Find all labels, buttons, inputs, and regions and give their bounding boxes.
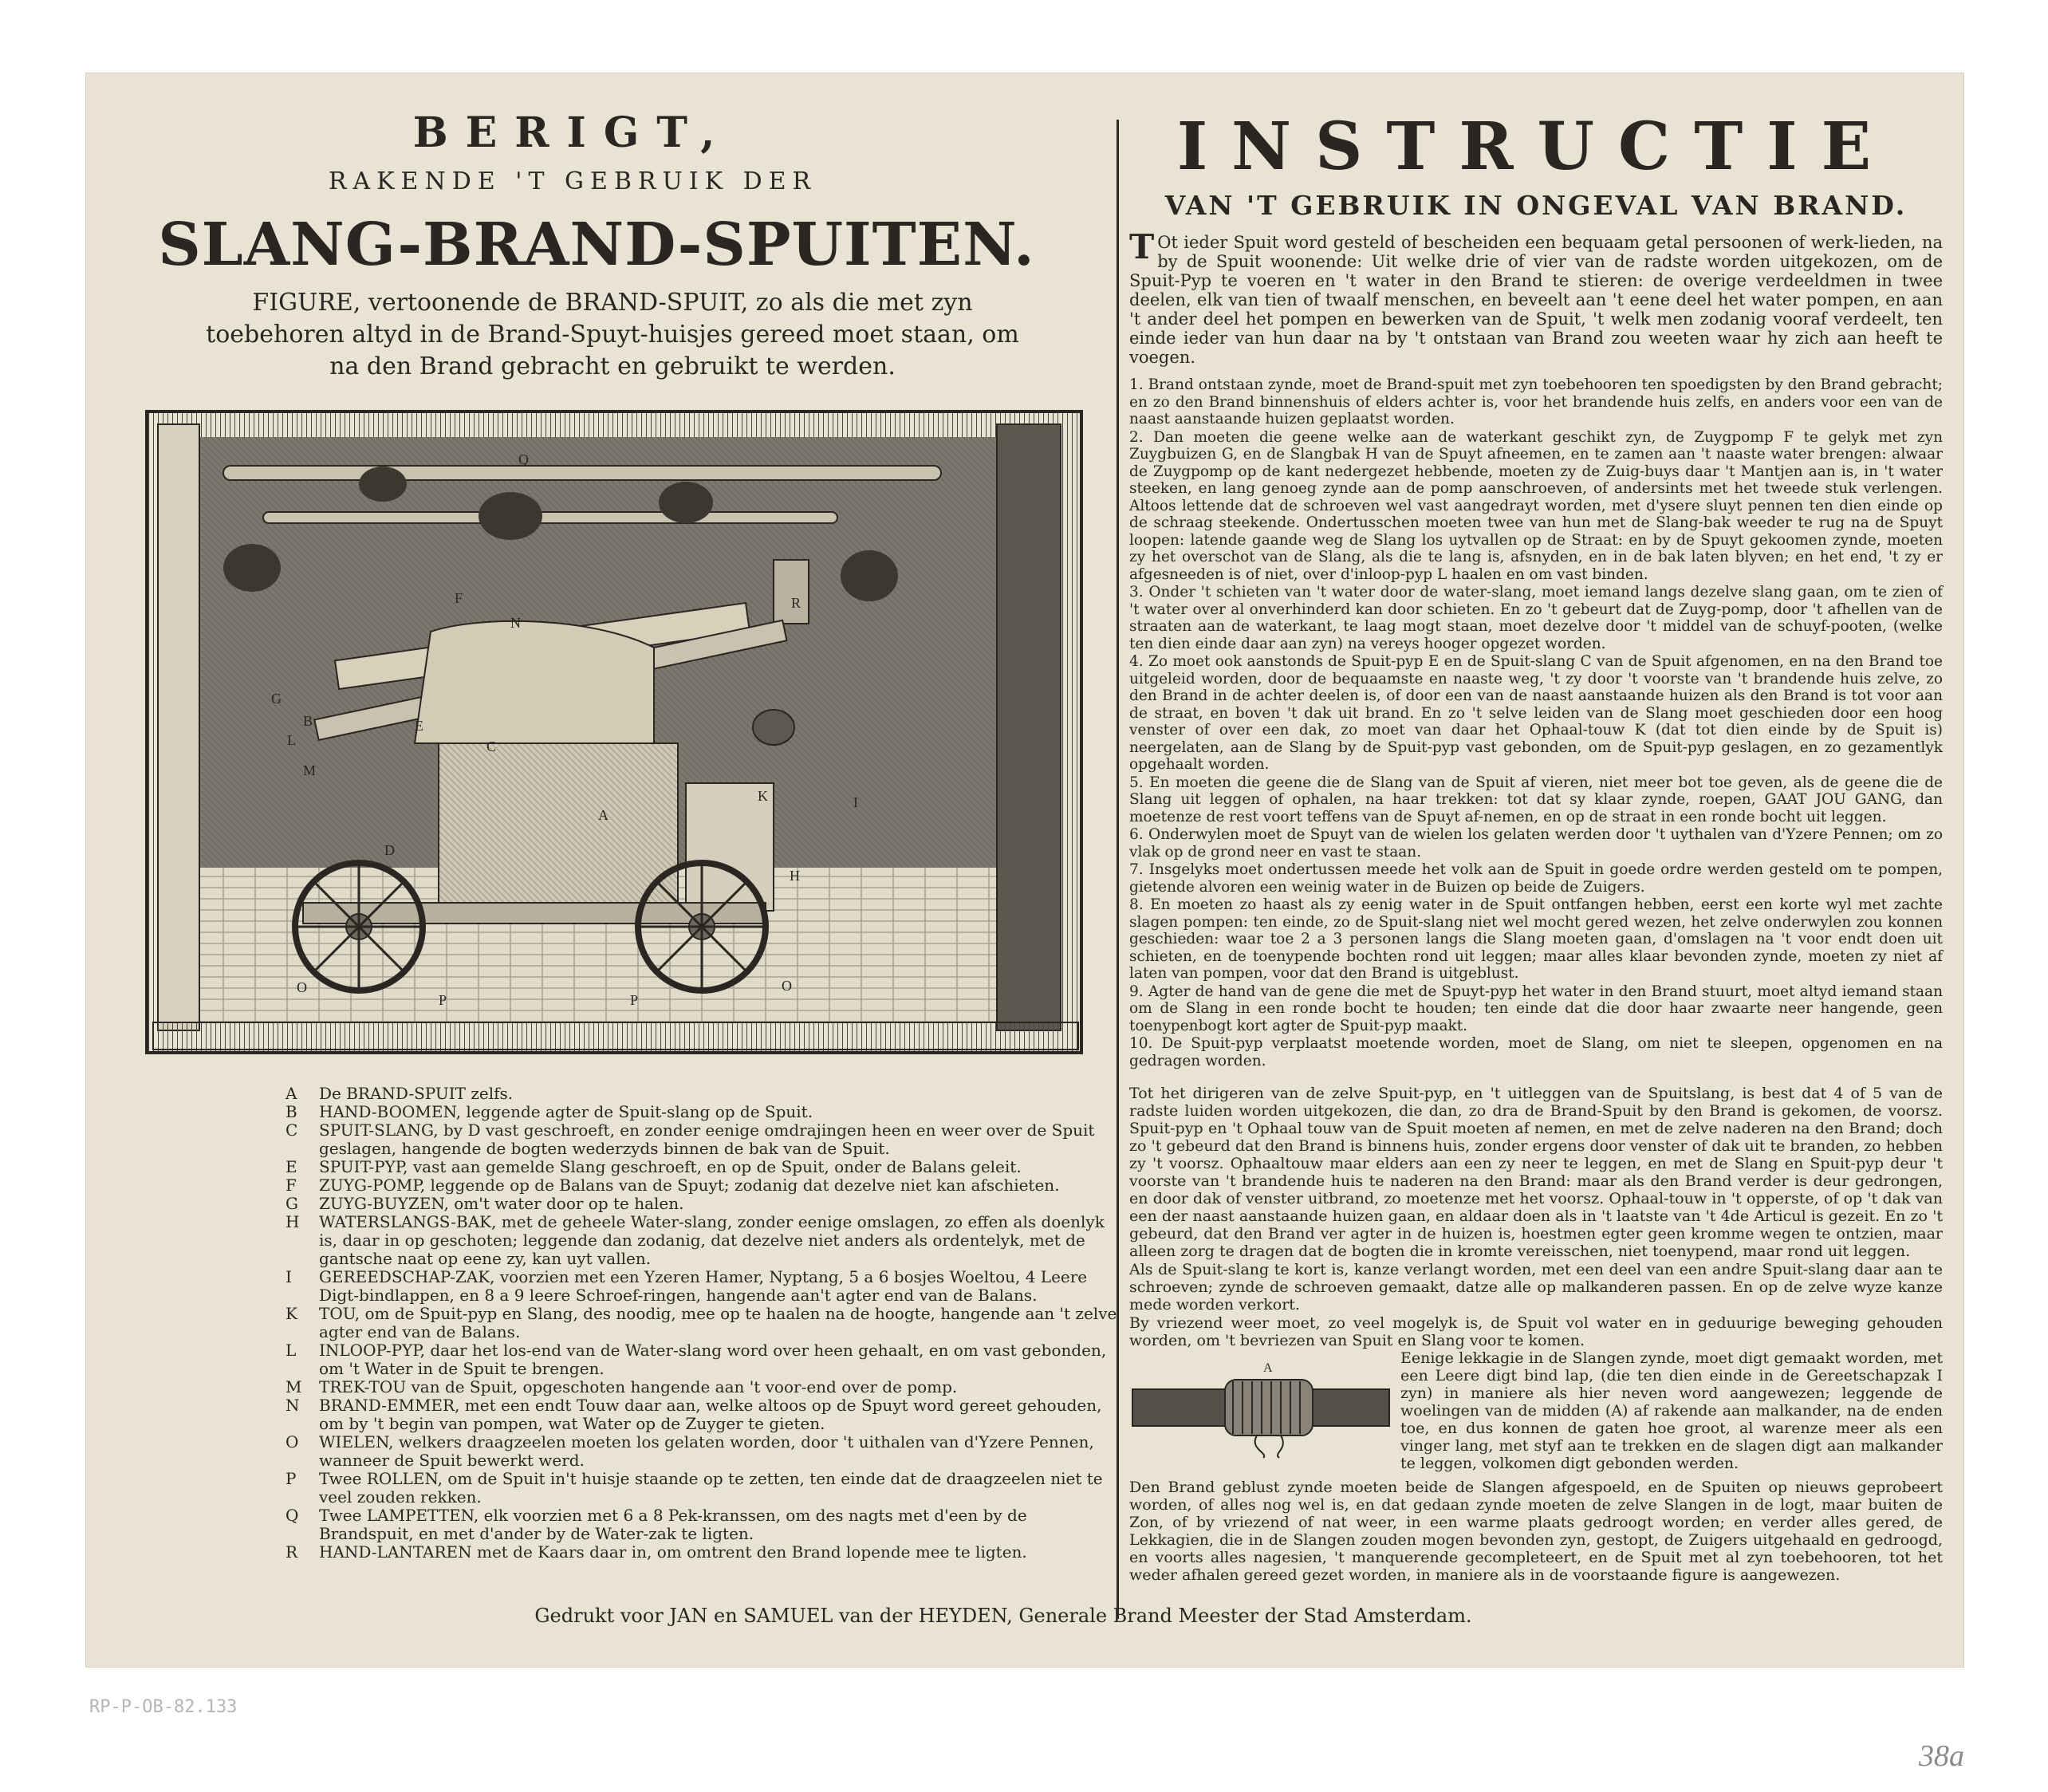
title-instructie: INSTRUCTIE [1176,108,1896,185]
legend-key: N [286,1396,300,1415]
figure-caption: FIGURE, vertoonende de BRAND-SPUIT, zo als die met zyn toebehoren altyd in de Brand-Spuyt-huisjes gereed moet staan, om na den Brand gebracht en gebruikt te werden. [206,289,1019,380]
legend-row [286,1378,1123,1396]
intro-paragraph [1129,227,1943,367]
left-column [86,73,1117,1667]
legend-text: HAND-BOOMEN, leggende agter de Spuit-slang op de Spuit. [319,1102,813,1121]
instruction-item: 1. Brand ontstaan zynde, moet de Brand-spuit met zyn toebehooren ten spoedigsten by den Brand gebracht; en zo den Brand binnenshuis of elders achter is, voor het brandende huis zelfs, en anders voor een van de naast aanstaande huizen geplaatst worden. [1129,376,1943,427]
legend-key: H [286,1212,300,1231]
legend-row [286,1470,1123,1506]
legend-key: L [286,1341,297,1360]
figure-letter: M [303,762,317,778]
right-jamb [997,424,1061,1030]
figure-letter: E [415,718,423,734]
figure-letter: L [287,732,296,748]
hose-binding-figure [1129,1357,1392,1461]
intro-text: Ot ieder Spuit word gesteld of bescheiden een bequaam getal persoonen of werk-lieden, na by de Spuit woonende: Uit welke drie of vier van de radste worden uitgekozen, om de Spuit-Pyp te voeren en 't water in den Brand te stieren: de overige verdeeldmen in twee deelen, elk van tien of twaalf menschen, en beveelt aan 't eene deel het water pompen, en aan 't ander deel het pompen en bewerken van de Spuit, 't welk men zodanig vooraf verdeelt, ten einde ieder van hun daar na by 't ontstaan van Brand zou weeten waar hy zich aan heeft te voegen. [1129,233,1943,367]
legend-row [286,1433,1123,1470]
title-main: SLANG-BRAND-SPUITEN. [158,211,1035,279]
legend-text: ZUYG-BUYZEN, om't water door op te halen. [319,1194,684,1213]
figure-letter: Q [518,451,529,467]
subtitle-van: VAN 'T GEBRUIK IN ONGEVAL VAN BRAND. [1164,190,1908,221]
legend-row [286,1195,1123,1213]
legend-text: WIELEN, welkers draagzeelen moeten los gelaten worden, door 't uithalen van d'Yzere Pennen, wanneer de Spuit bewerkt werd. [319,1432,1094,1470]
pitch-wreath [841,550,898,601]
pitch-wreath [223,544,281,592]
figure-letter: N [510,615,521,631]
figure-letter: G [271,691,282,707]
inventory-number: RP-P-OB-82.133 [89,1697,238,1717]
legend-row [286,1506,1123,1543]
legend-key: B [286,1102,297,1121]
left-jamb [158,424,199,1030]
legend-row [286,1176,1123,1195]
handwritten-number: 38a [1919,1739,1964,1773]
pitch-wreath [659,482,713,523]
legend-text: SPUIT-SLANG, by D vast geschroeft, en zonder eenige omdrajingen heen en weer over de Spuit geslagen, hangende de bogten wederzyds binnen de bak van de Spuit. [319,1120,1095,1158]
legend-text: De BRAND-SPUIT zelfs. [319,1084,514,1103]
instruction-item: 9. Agter de hand van de gene die met de Spuyt-pyp het water in den Brand stuurt, moet altyd iemand staan om de Slang in een ronde bocht te houden; ten einde dat die door haar zwaarte neer hangende, geen toenypenbogt kort agter de Spuit-pyp maakt. [1129,983,1943,1034]
drop-initial: T [1129,227,1155,266]
binding-label: A [1263,1361,1273,1375]
instruction-item: 6. Onderwylen moet de Spuyt van de wielen los gelaten werden door 't uythalen van d'Yzere Pennen; om zo vlak op de grond neer en vast te staan. [1129,826,1943,861]
legend-row [286,1103,1123,1121]
legend-row [286,1121,1123,1158]
fire-engine-engraving [144,408,1085,1056]
legend-key: P [286,1469,297,1488]
legend-key: C [286,1120,298,1140]
figure-letter: D [384,842,395,858]
hanging-rod [223,466,941,480]
closing-paragraph: Den Brand geblust zynde moeten beide de Slangen afgespoeld, en de Spuiten op nieuws geprobeert worden, of alles nog wel is, en dat gedaan zynde moeten de zelve Slangen in de logt, maar buiten de Zon, of by vriezend of nat weer, in een warme plaats gedroogt worden; en verder alles gered, de Lekkagien, die in de Slangen zouden mogen bevonden zyn, gestopt, de Zuigers uitgehaald en gedroogd, en voorts alles nagesien, 't manquerende gecompleteert, en de Spuit met al zyn toebehooren, tot het weder afhalen gereed gezet worden, in maniere als in de voorstaande figure is aangewezen. [1129,1479,1943,1584]
legend-key: F [286,1176,297,1195]
legend-row [286,1158,1123,1176]
instruction-item: 3. Onder 't schieten van 't water door de water-slang, moet iemand langs dezelve slang gaan, om te zien of 't water over al onverhinderd kan door schieten. En zo 't gebeurt dat de Zuyg-pomp, door 't afhellen van de straaten aan de waterkant, te laag mogt staan, moet dezelve door 't middel van de schuyf-pooten, (welke ten dien einde daar aan zyn) na vereys hooger opgezet worden. [1129,584,1943,652]
legend-text: ZUYG-POMP, leggende op de Balans van de Spuyt; zodanig dat dezelve niet kan afschieten. [319,1176,1060,1195]
figure-legend [286,1085,1123,1562]
legend-text: SPUIT-PYP, vast aan gemelde Slang geschroeft, en op de Spuit, onder de Balans geleit. [319,1157,1022,1176]
legend-text: WATERSLANGS-BAK, met de geheele Water-slang, zonder eenige omslagen, zo effen als doenlyk is, daar in op geschoten; leggende dan zodanig, dat dezelve niet anders als ordentelyk, met de gantsche naat op eene zy, kan uyt vallen. [319,1212,1105,1268]
instruction-item: 4. Zo moet ook aanstonds de Spuit-pyp E en de Spuit-slang C van de Spuit afgenomen, en na den Brand toe uitgeleid worden, door de bequaamste en naaste weg, 't zy door 't voorste van 't brandende huis zelve, zo den Brand in de achter deelen is, of door een van de naast aanstaande huizen als den Brand is tot voor aan de straat, en boven 't dak uit brand. En zo 't selve leiden van de Slang moet geschieden door een hoog venster of over een dak, zo moet van daar het Ophaal-touw K (dat tot dien einde by de Spuit is) neergelaten, aan de Slang by de Spuit-pyp vast gebonden, om de Spuit-pyp geslagen, en zo gezamentlyk opgehaalt worden. [1129,653,1943,773]
title-rakende: RAKENDE 'T GEBRUIK DER [328,167,817,195]
legend-text: GEREEDSCHAP-ZAK, voorzien met een Yzeren Hamer, Nyptang, 5 a 6 bosjes Woeltou, 4 Leere Digt-bindlappen, en 8 a 9 leere Schroef-ringen, hangende aan't agter end van de Balans. [319,1267,1088,1305]
right-column [1107,73,1963,1667]
printer-imprint: Gedrukt voor JAN en SAMUEL van der HEYDEN, Generale Brand Meester der Stad Amsterdam. [534,1605,1472,1627]
legend-text: HAND-LANTAREN met de Kaars daar in, om omtrent den Brand lopende mee te ligten. [319,1542,1027,1562]
instruction-item: 10. De Spuit-pyp verplaatst moetende worden, moet de Slang, om niet te sleepen, opgenomen en na gedragen worden. [1129,1035,1943,1069]
figure-letter: P [439,992,447,1008]
legend-text: BRAND-EMMER, met een endt Touw daar aan, welke altoos op de Spuyt word gereet gehouden, om by 't begin van pompen, wat Water op de Zuyger te gieten. [319,1396,1102,1433]
legend-key: R [286,1542,298,1562]
hand-lantern [774,560,809,624]
legend-key: E [286,1157,297,1176]
figure-letter: I [853,794,858,810]
figure-letter: O [297,979,307,995]
figure-letter: P [630,992,639,1008]
legend-key: O [286,1432,299,1451]
pitch-wreath [359,467,407,502]
lower-rod [263,512,837,523]
figure-letter: C [486,738,497,754]
pitch-wreath [479,492,542,540]
legend-text: TOU, om de Spuit-pyp en Slang, des noodig, mee op te haalen na de hoogte, hangende aan 't zelve agter end van de Balans. [319,1304,1117,1341]
direction-paragraph: Als de Spuit-slang te kort is, kanze verlangt worden, met een deel van een andre Spuit-slang daar aan te schroeven; zynde de schroeven gemaakt, datze alle op malkanderen passen. En op de zelve wyze kanze mede worden verkort. [1129,1261,1943,1313]
figure-letter: A [598,807,608,823]
figure-letter: F [455,590,463,606]
legend-text: INLOOP-PYP, daar het los-end van de Water-slang word over heen gehaalt, en om vast gebonden, om 't Water in de Spuit te brengen. [319,1341,1107,1378]
legend-row [286,1085,1123,1103]
figure-letter: B [303,713,313,729]
figure-letter: K [758,788,768,804]
legend-key: Q [286,1506,299,1525]
print-sheet [86,73,1963,1667]
legend-key: M [286,1377,302,1396]
legend-key: K [286,1304,297,1323]
figure-letter: R [791,595,801,611]
legend-row [286,1268,1123,1305]
figure-letter: H [790,868,800,884]
instruction-item: 5. En moeten die geene die de Slang van de Spuit af vieren, niet meer bot toe geven, als de geene die de Slang uit leggen of ophalen, na haar trekken: tot dat sy klaar zynde, roepen, GAAT JOU GANG, dan moetenze de rest voort teffens van de Spuyt af-nemen, en op de straat in een ronde bocht uit leggen. [1129,774,1943,825]
legend-row [286,1305,1123,1341]
legend-row [286,1213,1123,1268]
title-berigt: BERIGT, [412,108,733,157]
legend-key: G [286,1194,298,1213]
bottom-sill [153,1022,1078,1050]
figure-letter: O [782,978,792,994]
instruction-item: 8. En moeten zo haast als zy eenig water in de Spuit ontfangen hebben, eerst een korte wyl met zachte slagen pompen: ten einde, zo de Spuit-slang niet wel mocht gered wezen, het zelve onderwylen zou konnen geschieden: waar toe 2 a 3 personen langs die Slang moeten gaan, d'omslagen na 't voor endt doen uit schieten, en de toenypende bochten rond uit leggen; maar alles klaar bevonden zynde, moeten zy niet af laten van pompen, voor dat den Brand is uitgeblust. [1129,896,1943,982]
instruction-item: 7. Insgelyks moet ondertussen meede het volk aan de Spuit in goede ordre werden gesteld om te pompen, gietende alvoren een weinig water in de Buizen op beide de Zuigers. [1129,861,1943,896]
legend-text: TREK-TOU van de Spuit, opgeschoten hangende aan 't voor-end over de pomp. [319,1377,958,1396]
legend-row [286,1543,1123,1562]
instruction-item: 2. Dan moeten die geene welke aan de waterkant geschikt zyn, de Zuygpomp F te gelyk met zyn Zuygbuizen G, en de Slangbak H van de Spuyt afneemen, en te zamen aan 't naaste water brengen: alwaar de Zuygpomp op de kant nedergezet hebbende, moeten zy de Zuig-buys daar 't Mantjen aan is, in 't water steeken, en lang genoeg zynde aan de pomp aanschroeven, of andersints met het tweede stuk verlengen. Altoos lettende dat de schroeven wel vast aangedrayt worden, met d'ysere sluyt pennen ten dien einde op de schraag steekende. Ondertusschen moeten twee van hun met de Slang-bak weeder te rug na de Spuyt loopen: latende gaande weg de Slang los uytvallen op de Straat: en by de Spuyt gekoomen zynde, moeten zy het overschot van de Slang, als die te lang is, afsnyden, en in de bak laten blyven; en het end, 't zy er afgesneeden is of niet, over d'inloop-pyp L haalen en om vast binden. [1129,428,1943,583]
legend-text: Twee LAMPETTEN, elk voorzien met 6 a 8 Pek-kranssen, om des nagts met d'een by de Brandspuit, en met d'ander by de Water-zak te ligten. [319,1506,1027,1543]
instruction-items [1129,376,1943,1070]
legend-key: I [286,1267,292,1286]
leak-repair-text: Eenige lekkagie in de Slangen zynde, moet digt gemaakt worden, met een Leere digt bind lap, (die ten dien einde in de Gereetschapzak I zyn) in maniere als hier neven word aangewezen; leggende de woelingen van de midden (A) af rakende aan malkander, na de enden toe, en dus konnen de gaten hoe groot, al warenze meer als een vinger lang, met styf aan te trekken en de slagen digt aan malkander te leggen, volkomen digt gebonden werden. [1400,1349,1943,1472]
legend-text: Twee ROLLEN, om de Spuit in't huisje staande op te zetten, ten einde dat de draagzeelen niet te veel zouden rekken. [319,1469,1103,1506]
direction-paragraph: Tot het dirigeren van de zelve Spuit-pyp, en 't uitleggen van de Spuitslang, is best dat 4 of 5 van de radste luiden worden uitgekozen, die dan, zo dra de Brand-Spuit by den Brand is gekomen, de voorsz. Spuit-pyp en 't Ophaal touw van de Spuit moeten af nemen, en met de zelve naderen na den Brand; doch zo 't gebeurd dat den Brand is binnens huis, zonder ergens door venster of dak uit te branden, zo hebben zy 't voorsz. Ophaaltouw maar elders aan een zy neer te leggen, en met de Slang en Spuit-pyp deur 't voorste van 't brandende huis te naderen na den Brand: maar als den Brand verder is deur gedrongen, en door dak of venster uitbrand, zo moetenze met het voorsz. Ophaal-touw in 't opperste, of op 't dak van een der naast aanstaande huizen gaan, en aldaar doen als in 't laatste van 't 4de Articul is gezeit. En zo 't gebeurd, dat den Brand ver agter in de huizen is, hoestmen egter geen kromme wegen te ontzien, maar alleen zorg te dragen dat de bogten die in kromte vereisschen, niet toenypend, maar rond uit leggen. [1129,1085,1943,1260]
legend-row [286,1396,1123,1433]
direction-paragraph: By vriezend weer moet, zo veel mogelyk is, de Spuit vol water en in geduurige beweging gehouden worden, om 't bevriezen van Spuit en Slang voor te komen. [1129,1314,1943,1349]
legend-row [286,1341,1123,1378]
fire-bucket [753,710,794,745]
legend-key: A [286,1084,297,1103]
direction-paragraphs [1129,1085,1943,1350]
